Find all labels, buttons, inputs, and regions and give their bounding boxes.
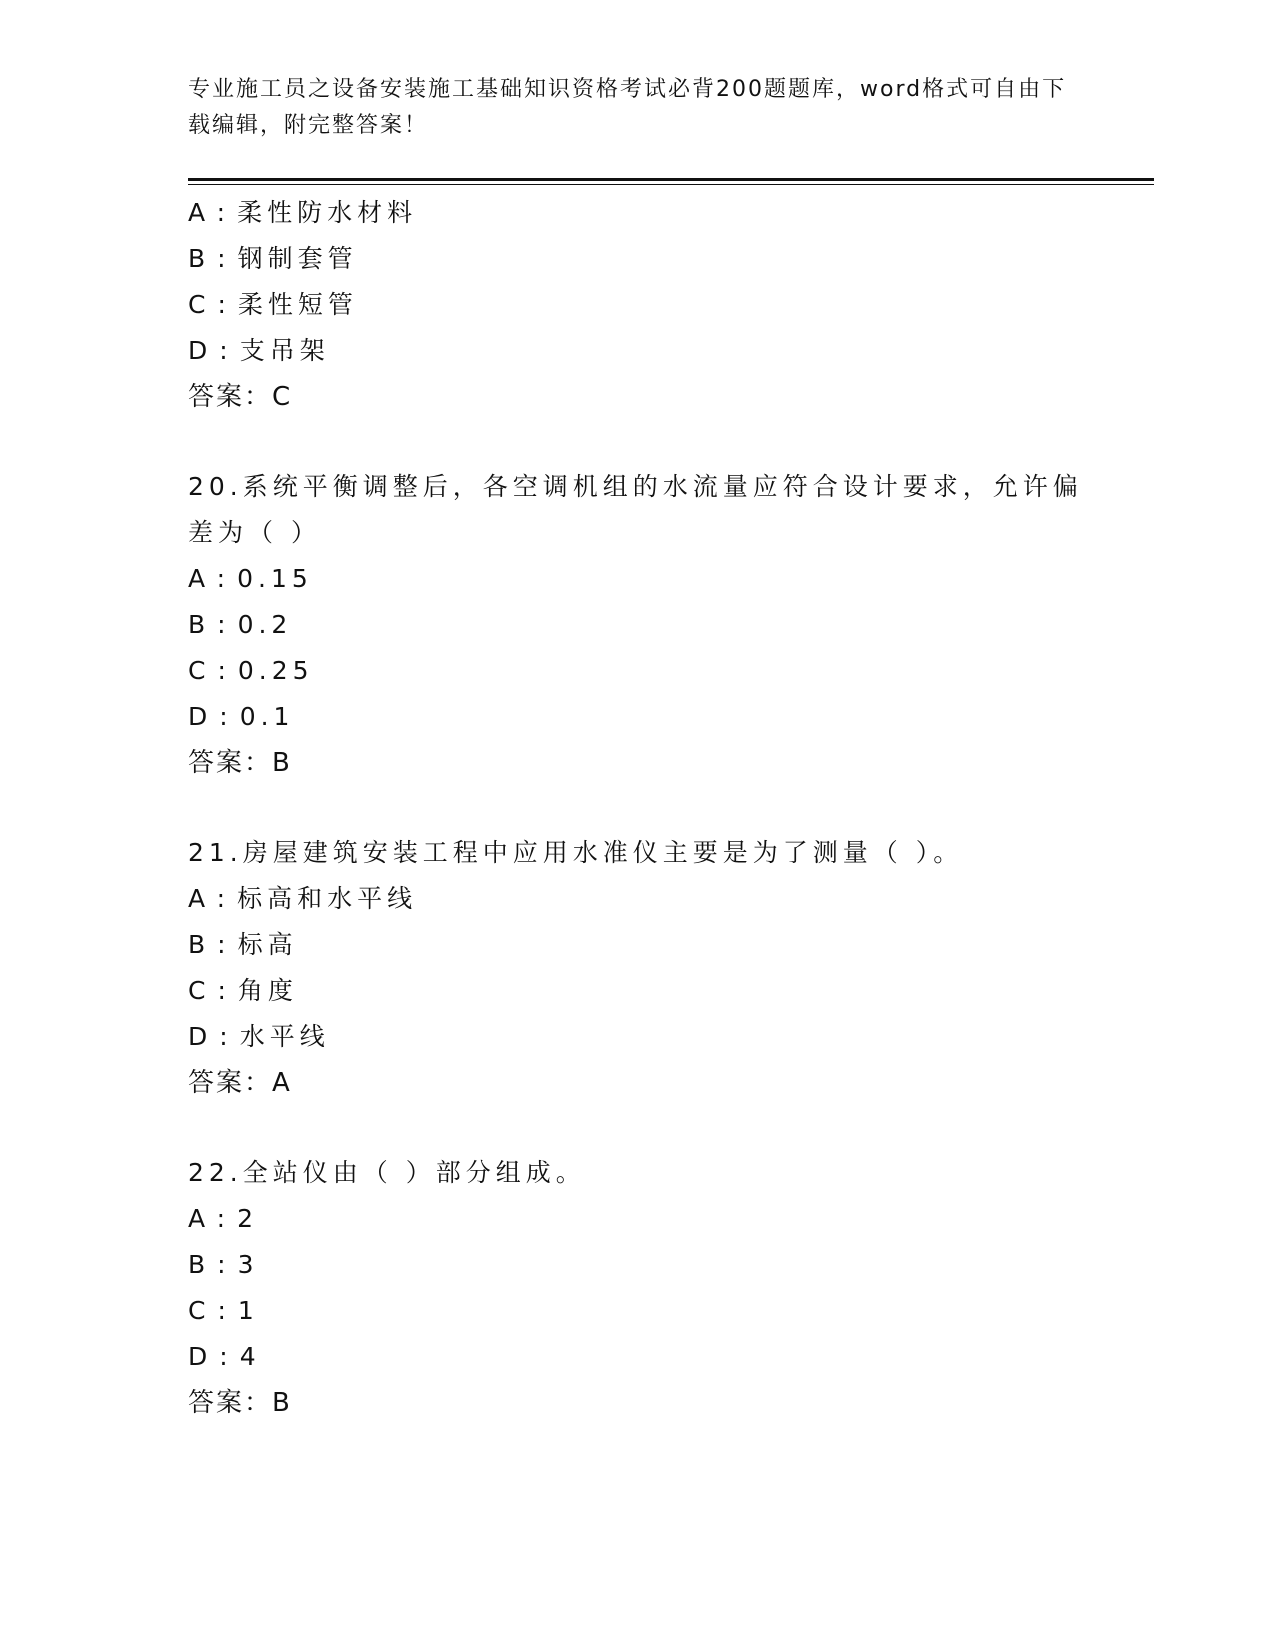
option-text: 钢制套管 — [237, 244, 358, 273]
option-label: C: — [188, 290, 238, 319]
answer-line: 答案：B — [188, 748, 292, 778]
option-label: D: — [188, 1022, 240, 1051]
option-c — [188, 282, 1088, 328]
option-text: 4 — [239, 1342, 261, 1371]
option-label: B: — [188, 610, 238, 639]
option-a — [188, 876, 1088, 922]
header-title: 专业施工员之设备安装施工基础知识资格考试必背200题题库，word格式可自由下载编辑，附完整答案！ — [188, 77, 1067, 138]
option-label: C: — [188, 976, 238, 1005]
option-label: D: — [188, 336, 240, 365]
document-header — [188, 72, 1078, 144]
option-b — [188, 602, 1088, 648]
question-text: 22.全站仪由（ ）部分组成。 — [188, 1158, 586, 1187]
question-text: 20.系统平衡调整后，各空调机组的水流量应符合设计要求，允许偏差为（ ） — [188, 472, 1083, 547]
question-text: 21.房屋建筑安装工程中应用水准仪主要是为了测量（ ）。 — [188, 838, 964, 867]
option-label: D: — [188, 1342, 240, 1371]
option-c — [188, 1288, 1088, 1334]
option-label: A: — [188, 198, 238, 227]
header-divider-thin — [188, 184, 1154, 185]
block-spacer — [188, 1106, 1088, 1150]
option-label: B: — [188, 930, 238, 959]
option-a — [188, 1196, 1088, 1242]
option-text: 柔性短管 — [237, 290, 358, 319]
question-list — [188, 190, 1088, 1426]
option-text: 标高和水平线 — [237, 884, 418, 913]
option-label: B: — [188, 244, 238, 273]
option-text: 0.15 — [237, 564, 313, 593]
option-text: 水平线 — [239, 1022, 330, 1051]
option-text: 柔性防水材料 — [237, 198, 418, 227]
option-label: C: — [188, 656, 238, 685]
option-text: 0.1 — [239, 702, 295, 731]
option-text: 角度 — [237, 976, 298, 1005]
option-text: 0.2 — [237, 610, 293, 639]
option-d — [188, 694, 1088, 740]
block-spacer — [188, 420, 1088, 464]
option-d — [188, 328, 1088, 374]
answer-line: 答案：A — [188, 1068, 292, 1098]
option-text: 支吊架 — [239, 336, 330, 365]
option-text: 标高 — [237, 930, 298, 959]
option-text: 1 — [237, 1296, 259, 1325]
option-label: C: — [188, 1296, 238, 1325]
option-d — [188, 1334, 1088, 1380]
option-text: 2 — [237, 1204, 258, 1233]
answer-line: 答案：C — [188, 382, 293, 412]
option-label: D: — [188, 702, 240, 731]
option-label: A: — [188, 884, 238, 913]
header-divider-thick — [188, 178, 1154, 181]
option-text: 3 — [237, 1250, 259, 1279]
block-spacer — [188, 786, 1088, 830]
option-b — [188, 922, 1088, 968]
option-a — [188, 556, 1088, 602]
option-label: A: — [188, 1204, 238, 1233]
question-block-20 — [188, 464, 1088, 786]
option-c — [188, 968, 1088, 1014]
option-d — [188, 1014, 1088, 1060]
question-block-19 — [188, 190, 1088, 420]
option-a — [188, 190, 1088, 236]
option-text: 0.25 — [237, 656, 314, 685]
option-label: B: — [188, 1250, 238, 1279]
option-b — [188, 1242, 1088, 1288]
question-block-21 — [188, 830, 1088, 1106]
option-c — [188, 648, 1088, 694]
option-b — [188, 236, 1088, 282]
option-label: A: — [188, 564, 238, 593]
answer-line: 答案：B — [188, 1388, 292, 1418]
question-block-22 — [188, 1150, 1088, 1426]
